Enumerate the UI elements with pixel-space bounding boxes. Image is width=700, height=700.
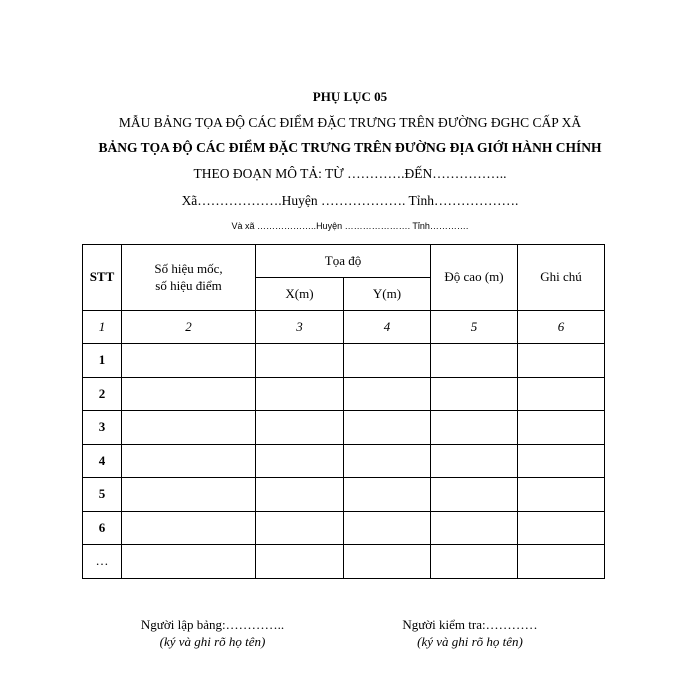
column-number: 1 [83,311,122,344]
cell-x [256,444,344,478]
cell-x [256,478,344,512]
cell-point-id [122,444,256,478]
cell-x [256,545,344,579]
cell-note [518,511,605,545]
cell-x [256,511,344,545]
header-note: Ghi chú [518,245,605,311]
header-point-id [122,245,256,311]
cell-elevation [431,411,518,445]
cell-y [344,444,431,478]
cell-elevation [431,511,518,545]
cell-y [344,377,431,411]
cell-point-id [122,411,256,445]
header-y: Y(m) [344,278,431,311]
header-x: X(m) [256,278,344,311]
cell-note [518,545,605,579]
row-stt: 6 [83,511,122,545]
header-elevation: Độ cao (m) [431,245,518,311]
cell-note [518,377,605,411]
cell-y [344,511,431,545]
cell-y [344,344,431,378]
segment-line: THEO ĐOẠN MÔ TẢ: TỪ ………….ĐẾN…………….. [193,166,507,181]
location-line-small: Và xã ………………..Huyện …………………. Tỉnh…………. [231,221,469,231]
row-stt: … [83,545,122,579]
cell-elevation [431,344,518,378]
cell-elevation [431,478,518,512]
row-stt: 2 [83,377,122,411]
cell-point-id [122,545,256,579]
cell-note [518,444,605,478]
cell-x [256,377,344,411]
column-number: 5 [431,311,518,344]
table-row [83,478,605,512]
column-number: 3 [256,311,344,344]
checker-label: Người kiểm tra:………… [402,617,538,632]
cell-point-id [122,511,256,545]
preparer-note: (ký và ghi rõ họ tên) [159,634,266,649]
column-number: 2 [122,311,256,344]
column-number-row [83,311,605,344]
table-row [83,377,605,411]
cell-y [344,411,431,445]
row-stt: 4 [83,444,122,478]
cell-point-id [122,478,256,512]
column-number: 4 [344,311,431,344]
header-coords: Tọa độ [256,245,431,278]
preparer-label: Người lập bảng:………….. [140,617,285,632]
cell-note [518,411,605,445]
checker-note: (ký và ghi rõ họ tên) [417,634,523,649]
cell-elevation [431,377,518,411]
cell-x [256,344,344,378]
table-row [83,344,605,378]
row-stt: 1 [83,344,122,378]
cell-elevation [431,444,518,478]
appendix-label: PHỤ LỤC 05 [312,89,388,104]
form-title: MẪU BẢNG TỌA ĐỘ CÁC ĐIỂM ĐẶC TRƯNG TRÊN ĐƯỜNG ĐGHC CẤP XÃ [118,115,582,130]
header-point-id-line1: Số hiệu mốc, [154,261,223,277]
preparer-signature-block [120,617,305,650]
column-number: 6 [518,311,605,344]
table-row [83,444,605,478]
cell-x [256,411,344,445]
cell-note [518,478,605,512]
header-stt: STT [83,245,122,311]
header-point-id-line2: số hiệu điểm [155,277,222,293]
checker-signature-block [380,617,560,650]
cell-y [344,545,431,579]
cell-point-id [122,344,256,378]
cell-y [344,478,431,512]
coordinates-table [82,244,605,579]
table-row [83,411,605,445]
row-stt: 5 [83,478,122,512]
cell-point-id [122,377,256,411]
cell-elevation [431,545,518,579]
table-row [83,545,605,579]
table-title: BẢNG TỌA ĐỘ CÁC ĐIỂM ĐẶC TRƯNG TRÊN ĐƯỜNG ĐỊA GIỚI HÀNH CHÍNH [98,140,602,155]
cell-note [518,344,605,378]
row-stt: 3 [83,411,122,445]
location-line: Xã……………….Huyện ………………. Tỉnh………………. [181,193,519,208]
table-row [83,511,605,545]
